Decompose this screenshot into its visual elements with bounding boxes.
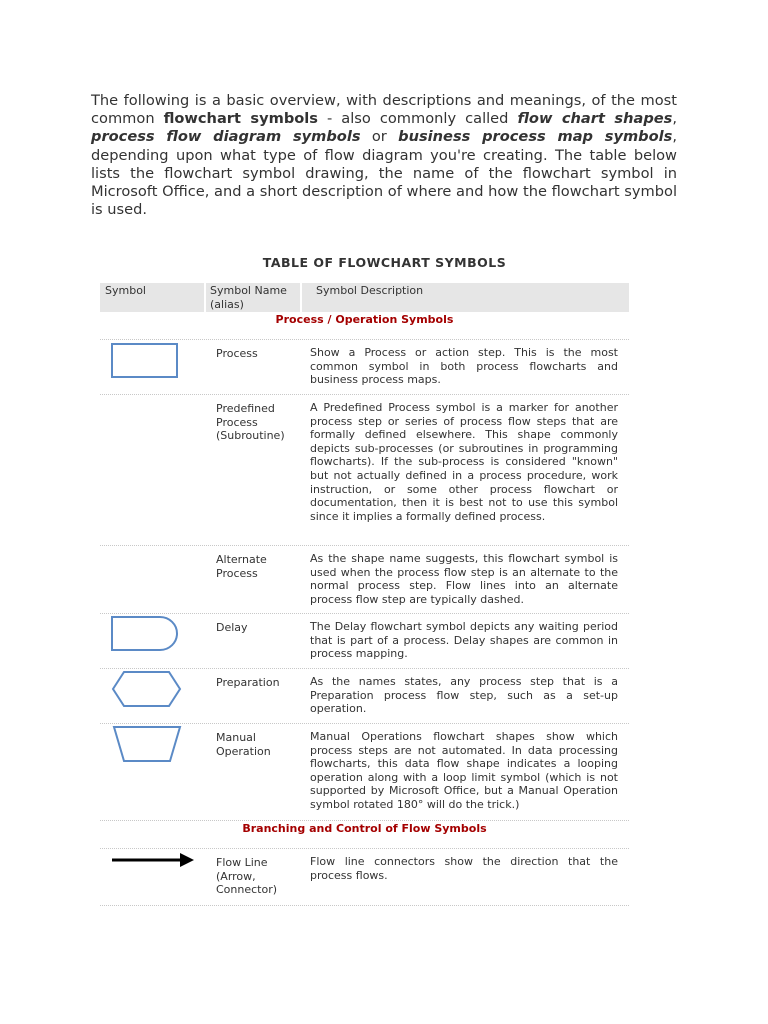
table-row xyxy=(100,669,629,724)
symbol-name: Delay xyxy=(216,621,248,634)
header-symbol-description: Symbol Description xyxy=(316,284,424,297)
symbol-name: Predefined Process (Subroutine) xyxy=(216,402,285,443)
term-process-flow-diagram-symbols: process flow diagram symbols xyxy=(91,128,361,146)
section-process-operation: Process / Operation Symbols xyxy=(100,312,629,340)
symbol-name: Manual Operation xyxy=(216,731,271,758)
table-header xyxy=(100,283,629,312)
header-symbol: Symbol xyxy=(105,284,146,297)
symbol-name: Alternate Process xyxy=(216,553,267,580)
symbol-description: Show a Process or action step. This is the most common symbol in both process flowcharts and business process maps. xyxy=(310,346,618,387)
preparation-hexagon-icon xyxy=(100,669,200,724)
symbol-description: Manual Operations flowchart shapes show which process steps are not automated. In data processing flowcharts, this data flow shape indicates a looping operation along with a loop limit symbol (which is not supported by Microsoft Office, but a Manual Operation symbol rotated 180° will do the trick.) xyxy=(310,730,618,811)
term-flow-chart-shapes: flow chart shapes xyxy=(517,110,673,128)
symbol-description: As the names states, any process step that is a Preparation process flow step, such as a set-up operation. xyxy=(310,675,618,716)
table-row xyxy=(100,546,629,614)
section-branching-control: Branching and Control of Flow Symbols xyxy=(100,821,629,849)
table-row xyxy=(100,724,629,821)
delay-shape-icon xyxy=(100,614,200,669)
intro-paragraph: The following is a basic overview, with descriptions and meanings, of the most common flowchart symbols - also commonly called flow chart shapes, process flow diagram symbols or business process map symbols, depending upon what type of flow diagram you're creating. The table below lists the flowchart symbol drawing, the name of the flowchart symbol in Microsoft Office, and a short description of where and how the flowchart symbol is used. xyxy=(91,92,677,219)
symbol-name: Preparation xyxy=(216,676,280,689)
table-row xyxy=(100,340,629,395)
table-row xyxy=(100,614,629,669)
symbol-name: Flow Line (Arrow, Connector) xyxy=(216,856,278,897)
symbol-name: Process xyxy=(216,347,258,360)
manual-operation-trapezoid-icon xyxy=(100,724,200,784)
table-row xyxy=(100,849,629,906)
process-rectangle-icon xyxy=(100,340,200,395)
term-business-process-map-symbols: business process map symbols xyxy=(398,128,673,146)
term-flowchart-symbols: flowchart symbols xyxy=(163,110,318,128)
table-title: TABLE OF FLOWCHART SYMBOLS xyxy=(262,255,507,270)
symbol-description: Flow line connectors show the direction that the process flows. xyxy=(310,855,618,882)
table-row xyxy=(100,395,629,546)
header-symbol-name: Symbol Name (alias) xyxy=(210,284,287,311)
symbol-description: A Predefined Process symbol is a marker for another process step or series of process flow steps that are formally defined elsewhere. This shape commonly depicts sub-processes (or subroutines in programming flowcharts). If the sub-process is considered "known" but not actually defined in a process procedure, work instruction, or some other process flowchart or documentation, then it is best not to use this symbol since it implies a formally defined process. xyxy=(310,401,618,523)
symbol-description: The Delay flowchart symbol depicts any waiting period that is part of a process. Delay shapes are common in process mapping. xyxy=(310,620,618,661)
flow-line-arrow-icon xyxy=(100,849,200,879)
flowchart-symbols-table xyxy=(100,283,629,906)
symbol-description: As the shape name suggests, this flowchart symbol is used when the process flow step is an alternate to the normal process step. Flow lines into an alternate process flow step are typically dashed. xyxy=(310,552,618,606)
